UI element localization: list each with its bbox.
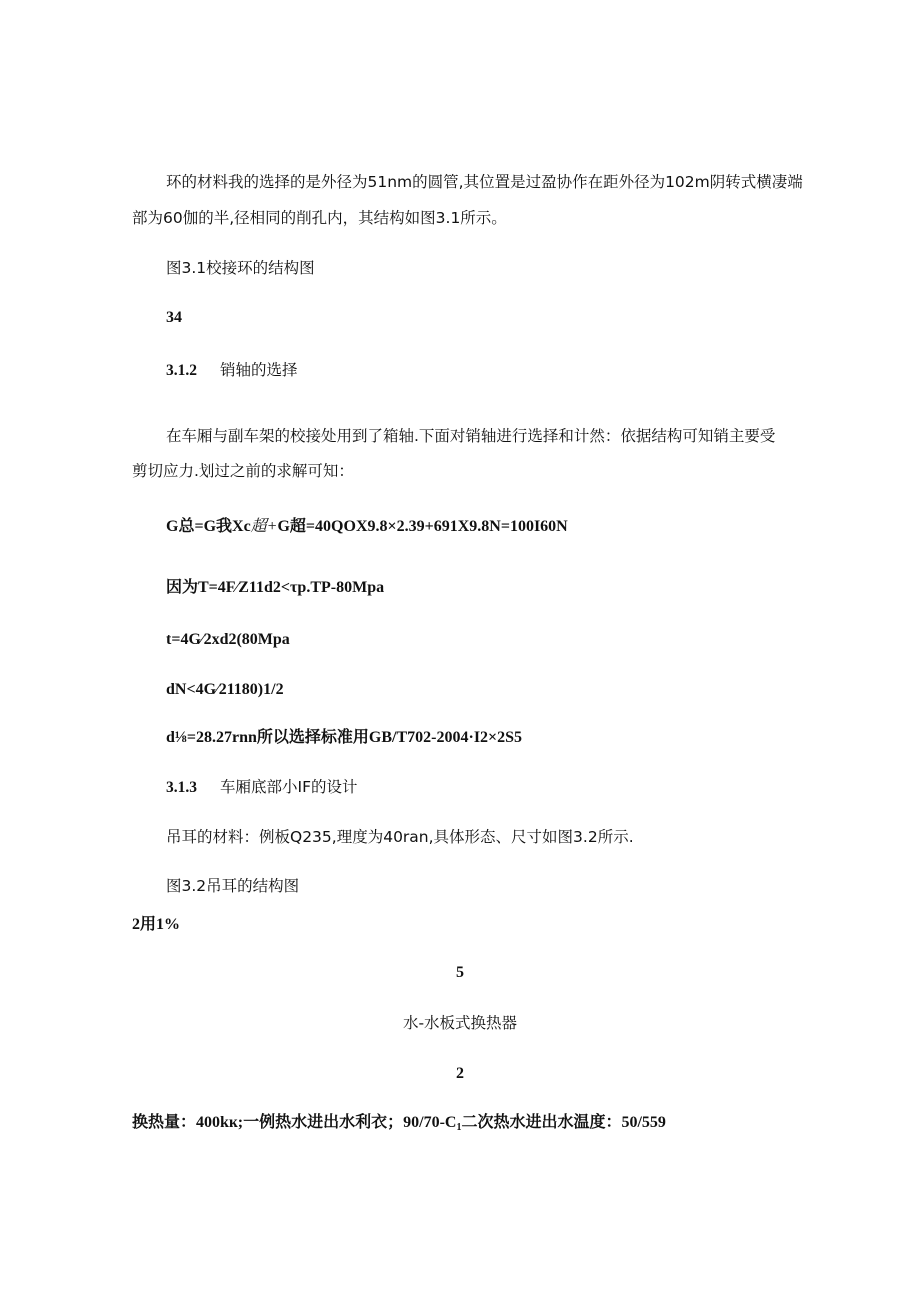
equation-t: t=4G∕2xd2(80Mpa: [166, 631, 290, 648]
equation-d-result: d⅛=28.27rnn所以选择标准用GB/T702-2004·I2×2S5: [166, 729, 523, 746]
center-number-5: 5: [456, 964, 464, 981]
paragraph-pin-shaft-line1: 在车厢与副车架的校接处用到了箱轴.下面对销轴进行选择和计然：依据结构可知销主要受: [166, 427, 776, 445]
section-number: 3.1.2: [166, 362, 197, 379]
page-number-34: 34: [166, 309, 182, 326]
equation-shear-stress: 因为T=4F∕Z11d2<τp.TP-80Mpa: [166, 579, 385, 596]
section-title: 车厢底部小IF的设计: [220, 778, 358, 796]
note-text: 2用1%: [132, 916, 181, 933]
paragraph-lifting-lug-material: 吊耳的材料：例板Q235,理度为40ran,具体形态、尺寸如图3.2所示.: [166, 828, 634, 846]
paragraph-ring-material-line2: 部为60伽的半,径相同的削孔内，其结构如图3.1所示。: [132, 209, 507, 227]
equation-dn: dN<4G∕21180)1/2: [166, 681, 284, 698]
equation-total-weight: [166, 517, 568, 537]
figure-3-2-caption: 图3.2吊耳的结构图: [166, 877, 300, 895]
specs-part: 换热量：400kĸ;一例热水进出水利衣；90/70-C: [132, 1114, 457, 1131]
section-number: 3.1.3: [166, 779, 197, 796]
paragraph-pin-shaft-line2: 剪切应力.划过之前的求解可知：: [132, 462, 354, 480]
heat-exchange-specs: [132, 1113, 666, 1133]
specs-part: 二次热水进出水温度：50/559: [461, 1114, 666, 1131]
section-heading-3-1-2: [166, 360, 298, 381]
figure-3-1-caption: 图3.1校接环的结构图: [166, 259, 315, 277]
equation-part: G超=40QOX9.8×2.39+691X9.8N=100I60N: [277, 518, 568, 535]
equation-part: G总=G我Xc: [166, 518, 251, 535]
equation-italic-part: 超+: [250, 518, 278, 535]
paragraph-ring-material-line1: 环的材料我的选择的是外径为51nm的圆管,其位置是过盈协作在距外径为102m阴转式横凄端: [166, 173, 803, 191]
specs-subscript: 1: [456, 1122, 462, 1133]
center-number-2: 2: [456, 1065, 464, 1082]
section-heading-3-1-3: [166, 777, 358, 798]
center-title-heat-exchanger: 水-水板式换热器: [402, 1014, 518, 1032]
section-title: 销轴的选择: [220, 361, 298, 379]
